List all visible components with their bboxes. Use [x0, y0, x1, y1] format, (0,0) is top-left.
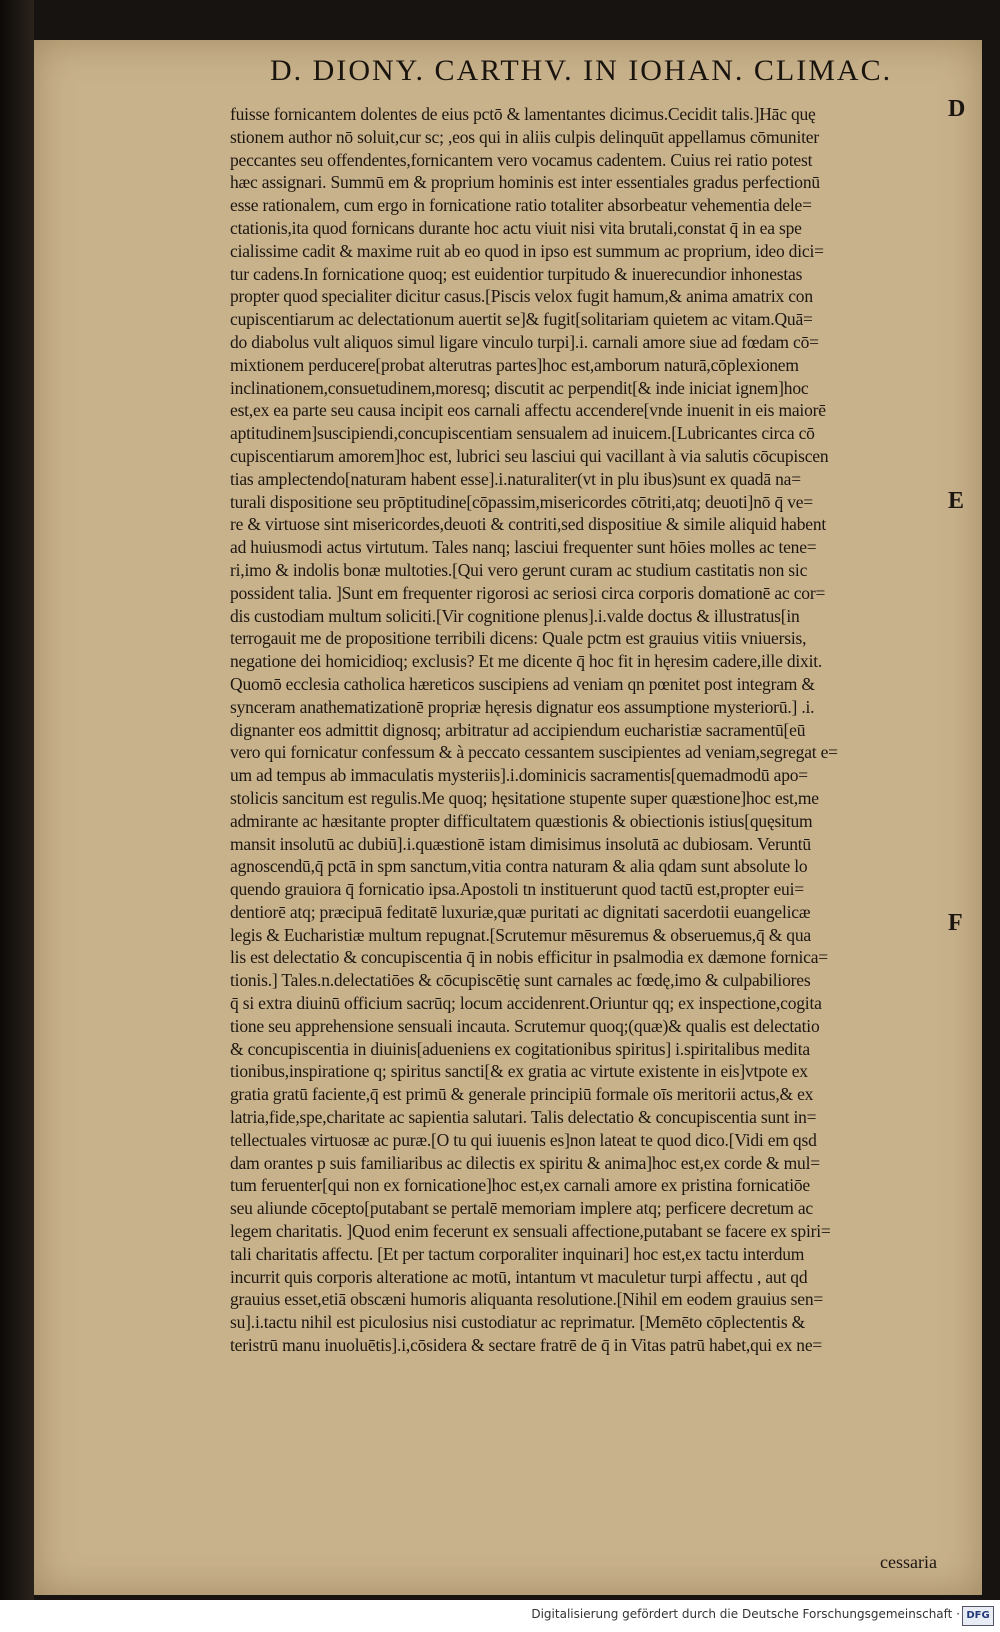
text-line: vero qui fornicatur confessum & à peccato cessantem suscipientes ad veniam,segregat e= [230, 742, 838, 763]
text-line: propter quod specialiter dicitur casus.[Piscis velox fugit hamum,& anima amatrix con [230, 286, 813, 307]
text-line: tionis.] Tales.n.delectatiōes & cōcupiscētię sunt carnales ac fœdę,imo & culpabiliores [230, 970, 811, 991]
text-line: possident talia. ]Sunt em frequenter rigorosi ac seriosi circa corporis domationē ac cor= [230, 582, 826, 603]
text-line: hæc assignari. Summū em & proprium hominis est inter essentiales gradus perfectionū [230, 172, 820, 193]
margin-letter-d: D [948, 96, 966, 122]
text-line: teristrū manu inuoluētis].i,cōsidera & sectare fratrē de q̄ in Vitas patrū habet,qui ex ne= [230, 1335, 823, 1356]
text-line: agnoscendū,q̄ pctā in spm sanctum,vitia contra naturam & alia qdam sunt absolute lo [230, 856, 808, 877]
text-line: dentiorē atq; præcipuā feditatē luxuriæ,quæ puritati ac dignitati sacerdotii euangelicæ [230, 901, 811, 922]
text-line: dis custodiam multum soliciti.[Vir cognitione plenus].i.valde doctus & illustratus[in [230, 605, 800, 626]
text-line: lis est delectatio & concupiscentia q̄ in nobis efficitur in psalmodia ex dæmone fornica= [230, 947, 828, 968]
text-line: ad huiusmodi actus virtutum. Tales nanq; lasciui frequenter sunt hōies molles ac tene= [230, 537, 817, 558]
margin-letter-e: E [948, 488, 965, 514]
text-line: tali charitatis affectu. [Et per tactum corporaliter inquinari] hoc est,ex tactu interdum [230, 1243, 805, 1264]
text-line: re & virtuose sint misericordes,deuoti & contriti,sed dispositiue & simile aliquid habent [230, 514, 827, 535]
text-line: ri,imo & indolis bonæ multoties.[Qui vero gerunt curam ac studium castitatis non sic [230, 559, 808, 580]
text-line: admirante ac hæsitante propter difficultatem quæstionis & obiectionis istius[quęsitum [230, 810, 813, 831]
text-line: inclinationem,consuetudinem,moresq; discutit ac perpendit[& inde iniciat ignem]hoc [230, 377, 809, 398]
text-line: cupiscentiarum ac delectationum auertit se]& fugit[solitariam quietem ac vitam.Quā= [230, 309, 813, 330]
text-line: do diabolus vult aliquos simul ligare vinculo turpi].i. carnali amore siue ad fœdam cō= [230, 331, 819, 352]
margin-letter-f: F [948, 910, 963, 936]
text-line: seu aliunde cōcepto[putabant se pertalē memoriam implere atq; perficere decretum ac [230, 1198, 813, 1219]
text-line: synceram anathematizationē propriæ hęresis dignatur eos assumptione mysteriorū.] .i. [230, 696, 815, 717]
text-line: dam orantes p suis familiaribus ac dilectis ex spiritu & anima]hoc est,ex corde & mul= [230, 1152, 820, 1173]
text-line: Quomō ecclesia catholica hæreticos suscipiens ad veniam qn pœnitet post integram & [230, 673, 815, 694]
text-line: grauius esset,etiā obscæni humoris aliquanta resolutione.[Nihil em eodem grauius sen= [230, 1289, 824, 1310]
text-line: um ad tempus ab immaculatis mysteriis].i.dominicis sacramentis[quemadmodū apo= [230, 765, 808, 786]
text-line: q̄ si extra diuinū officium sacrūq; locum accidenrent.Oriuntur qq; ex inspectione,cogita [230, 993, 822, 1014]
text-line: tias amplectendo[naturam habent esse].i.naturaliter(vt in plu ibus)sunt ex quadā na= [230, 468, 801, 489]
text-line: tellectuales virtuosæ ac puræ.[O tu qui iuuenis es]non lateat te quod dico.[Vidi em qsd [230, 1129, 817, 1150]
text-line: fuisse fornicantem dolentes de eius pctō & lamentantes dicimus.Cecidit talis.]Hāc quę [230, 104, 816, 124]
text-block [230, 103, 945, 1357]
text-line: incurrit quis corporis alteratione ac motū, intantum vt maculetur turpi affectu , aut qd [230, 1266, 808, 1287]
text-line: su].i.tactu nihil est piculosius nisi custodiatur ac reprimatur. [Memēto cōplectentis & [230, 1312, 806, 1333]
text-line: cupiscentiarum amorem]hoc est, lubrici seu lasciui qui vacillant à via salutis cōcupiscen [230, 445, 829, 466]
text-line: legem charitatis. ]Quod enim fecerunt ex sensuali affectione,putabant se facere ex spiri= [230, 1221, 831, 1242]
text-line: & concupiscentia in diuinis[adueniens ex cogitationibus spiritus] i.spiritalibus medita [230, 1038, 810, 1059]
dfg-logo: DFG [962, 1606, 994, 1626]
text-line: peccantes seu offendentes,fornicantem vero vocamus cadentem. Cuius rei ratio potest [230, 149, 813, 170]
text-line: legis & Eucharistiæ multum repugnat.[Scrutemur mēsuremus & obseruemus,q̄ & qua [230, 924, 811, 945]
text-line: stolicis sancitum est regulis.Me quoq; hęsitatione stupente super quæstione]hoc est,me [230, 787, 819, 808]
text-line: turali dispositione seu prōptitudine[cōpassim,misericordes cōtriti,atq; deuoti]nō q̄ ve= [230, 491, 813, 512]
text-line: quendo grauiora q̄ fornicatio ipsa.Apostoli tn instituerunt quod tactū est,propter eui= [230, 879, 804, 900]
text-line: stionem author nō soluit,cur sc; ,eos qui in aliis culpis delinquūt appellamus cōmuniter [230, 126, 819, 147]
text-line: est,ex ea parte seu causa incipit eos carnali affectu accendere[vnde inuenit in eis maiorē [230, 400, 826, 421]
text-line: tionibus,inspiratione q; spiritus sancti[& ex gratia ac virtute existente in eis]vtpote ex [230, 1061, 808, 1082]
text-line: terrogauit me de propositione terribili dicens: Quale pctm est grauius vitiis vniuersis, [230, 628, 807, 649]
text-line: aptitudinem]suscipiendi,concupiscentiam sensualem ad inuicem.[Lubricantes circa cō [230, 423, 815, 444]
running-head: D. DIONY. CARTHV. IN IOHAN. CLIMAC. [270, 54, 893, 87]
text-line: tum feruenter[qui non ex fornicatione]hoc est,ex carnali amore ex pristina fornicatiōe [230, 1175, 810, 1196]
text-line: mansit insolutū ac dubiū].i.quæstionē istam dimisimus insolutā ac dubiosam. Veruntū [230, 833, 811, 854]
catchword: cessaria [880, 1552, 937, 1572]
book-gutter [0, 0, 34, 1600]
text-line: mixtionem perducere[probat alterutras partes]hoc est,amborum naturā,cōplexionem [230, 354, 799, 375]
text-line: dignanter eos admittit dignosq; arbitratur ad accipiendum eucharistiæ sacramentū[eū [230, 719, 806, 740]
footer-bar [0, 1600, 1000, 1632]
funding-note: Digitalisierung gefördert durch die Deutsche Forschungsgemeinschaft · [531, 1607, 960, 1621]
text-line: cialissime cadit & maxime ruit ab eo quod in ipso est summum ac proprium, ideo dici= [230, 240, 824, 261]
text-line: ctationis,ita quod fornicans durante hoc actu viuit nisi vita brutali,constat q̄ in ea spe [230, 217, 802, 238]
text-line: tione seu apprehensione sensuali incauta. Scrutemur quoq;(quæ)& qualis est delectatio [230, 1015, 820, 1036]
text-line: tur cadens.In fornicatione quoq; est euidentior turpitudo & inuerecundior inhonestas [230, 263, 803, 284]
text-line: negatione dei homicidioq; exclusis? Et me dicente q̄ hoc fit in hęresim cadere,ille dixit. [230, 651, 823, 672]
text-line: esse rationalem, cum ergo in fornicatione ratio totaliter absorbeatur vehementia dele= [230, 195, 812, 216]
text-line: gratia gratū faciente,q̄ est primū & generale principiū formale oīs meritorii actus,& ex [230, 1084, 814, 1105]
text-line: latria,fide,spe,charitate ac sapientia salutari. Talis delectatio & concupiscentia sunt in= [230, 1107, 817, 1128]
